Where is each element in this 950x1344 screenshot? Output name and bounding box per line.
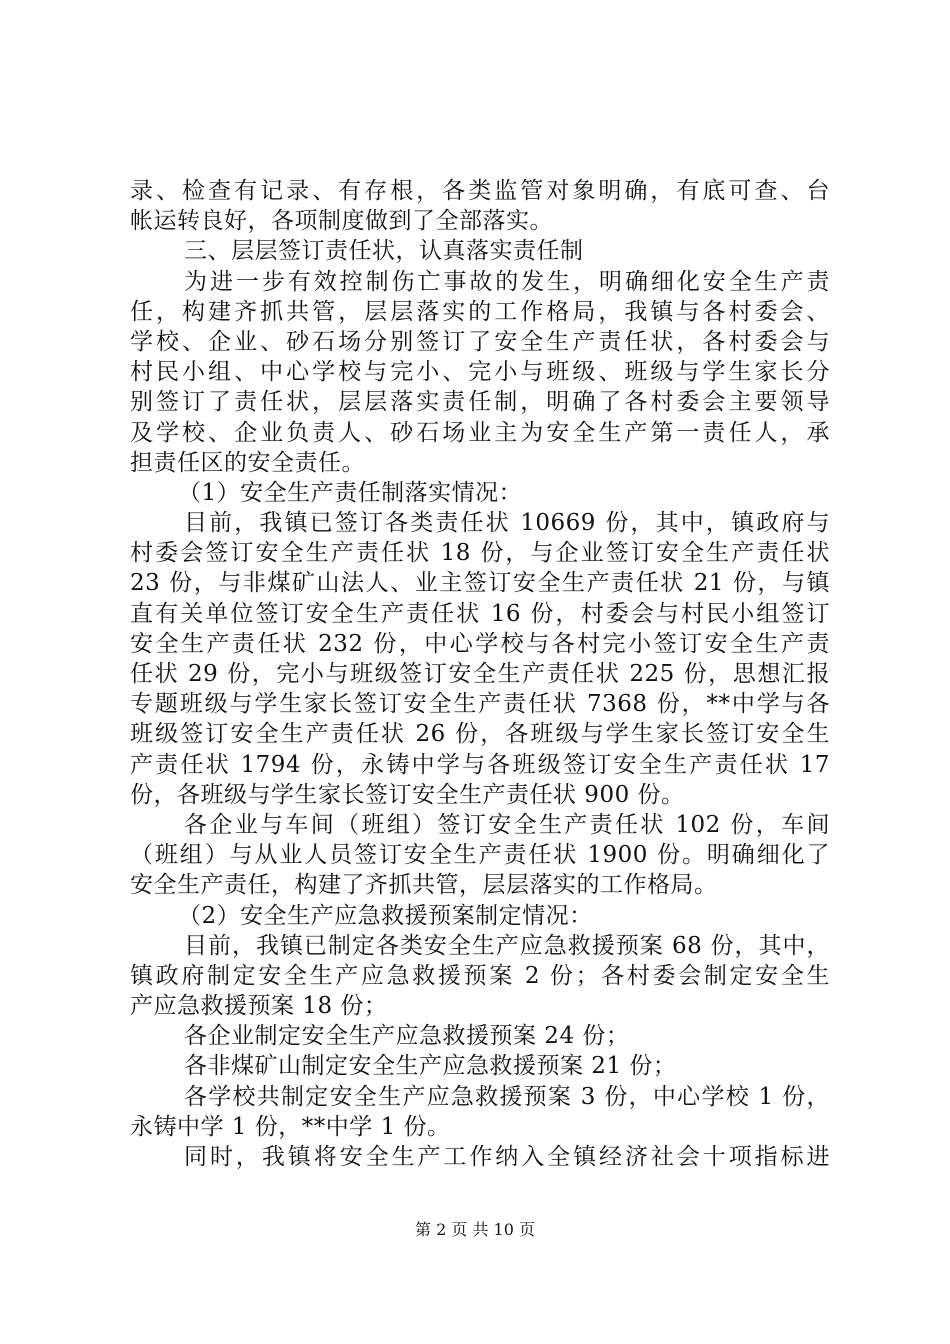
page-footer: 第 2 页 共 10 页	[415, 1220, 535, 1239]
text-line: 专题班级与学生家长签订安全生产责任状 7368 份，**中学与各	[130, 691, 830, 718]
text-line: 担责任区的安全责任。	[130, 449, 365, 476]
text-line: 安全生产责任状 232 份，中心学校与各村完小签订安全生产责	[130, 630, 830, 657]
text-line: 各学校共制定安全生产应急救援预案 3 份，中心学校 1 份，	[184, 1083, 830, 1110]
text-line: 录、检查有记录、有存根，各类监管对象明确，有底可查、台	[130, 178, 830, 204]
text-line: 及学校、企业负责人、砂石场业主为安全生产第一责任人，承	[130, 419, 830, 446]
text-line: 产应急救援预案 18 份；	[130, 993, 388, 1020]
text-line: 任，构建齐抓共管，层层落实的工作格局，我镇与各村委会、	[130, 298, 830, 325]
text-line: 份，各班级与学生家长签订安全生产责任状 900 份。	[130, 781, 685, 808]
text-line: 安全生产责任，构建了齐抓共管，层层落实的工作格局。	[130, 872, 718, 899]
text-line: 班级签订安全生产责任状 26 份，各班级与学生家长签订安全生	[130, 721, 830, 748]
text-line: 目前，我镇已制定各类安全生产应急救援预案 68 份，其中，	[184, 932, 830, 959]
text-line: 村委会签订安全生产责任状 18 份，与企业签订安全生产责任状	[130, 540, 830, 567]
text-line: 产责任状 1794 份，永铸中学与各班级签订安全生产责任状 17	[130, 751, 830, 778]
text-line: 镇政府制定安全生产应急救援预案 2 份；各村委会制定安全生	[130, 962, 830, 989]
text-line: 永铸中学 1 份，**中学 1 份。	[130, 1113, 451, 1140]
text-line: 帐运转良好，各项制度做到了全部落实。	[130, 208, 553, 235]
text-line: （班组）与从业人员签订安全生产责任状 1900 份。明确细化了	[130, 842, 830, 869]
subsection-heading: （1）安全生产责任制落实情况：	[178, 479, 523, 506]
text-line: 为进一步有效控制伤亡事故的发生，明确细化安全生产责	[184, 268, 830, 295]
subsection-heading: （2）安全生产应急救援预案制定情况：	[178, 902, 593, 929]
text-line: 直有关单位签订安全生产责任状 16 份，村委会与村民小组签订	[130, 600, 830, 627]
text-line: 目前，我镇已签订各类责任状 10669 份，其中，镇政府与	[184, 510, 830, 537]
text-line: 各企业与车间（班组）签订安全生产责任状 102 份，车间	[184, 811, 830, 838]
document-body	[130, 176, 830, 1172]
text-line: 各企业制定安全生产应急救援预案 24 份；	[184, 1023, 630, 1050]
text-line: 各非煤矿山制定安全生产应急救援预案 21 份；	[184, 1053, 677, 1080]
text-line: 同时，我镇将安全生产工作纳入全镇经济社会十项指标进	[184, 1144, 830, 1170]
text-line: 任状 29 份，完小与班级签订安全生产责任状 225 份，思想汇报	[130, 661, 830, 687]
section-heading: 三、层层签订责任状，认真落实责任制	[184, 238, 584, 265]
text-line: 23 份，与非煤矿山法人、业主签订安全生产责任状 21 份，与镇	[130, 570, 830, 597]
text-line: 学校、企业、砂石场分别签订了安全生产责任状，各村委会与	[130, 328, 830, 355]
text-line: 村民小组、中心学校与完小、完小与班级、班级与学生家长分	[130, 359, 830, 386]
text-line: 别签订了责任状，层层落实责任制，明确了各村委会主要领导	[130, 389, 830, 416]
